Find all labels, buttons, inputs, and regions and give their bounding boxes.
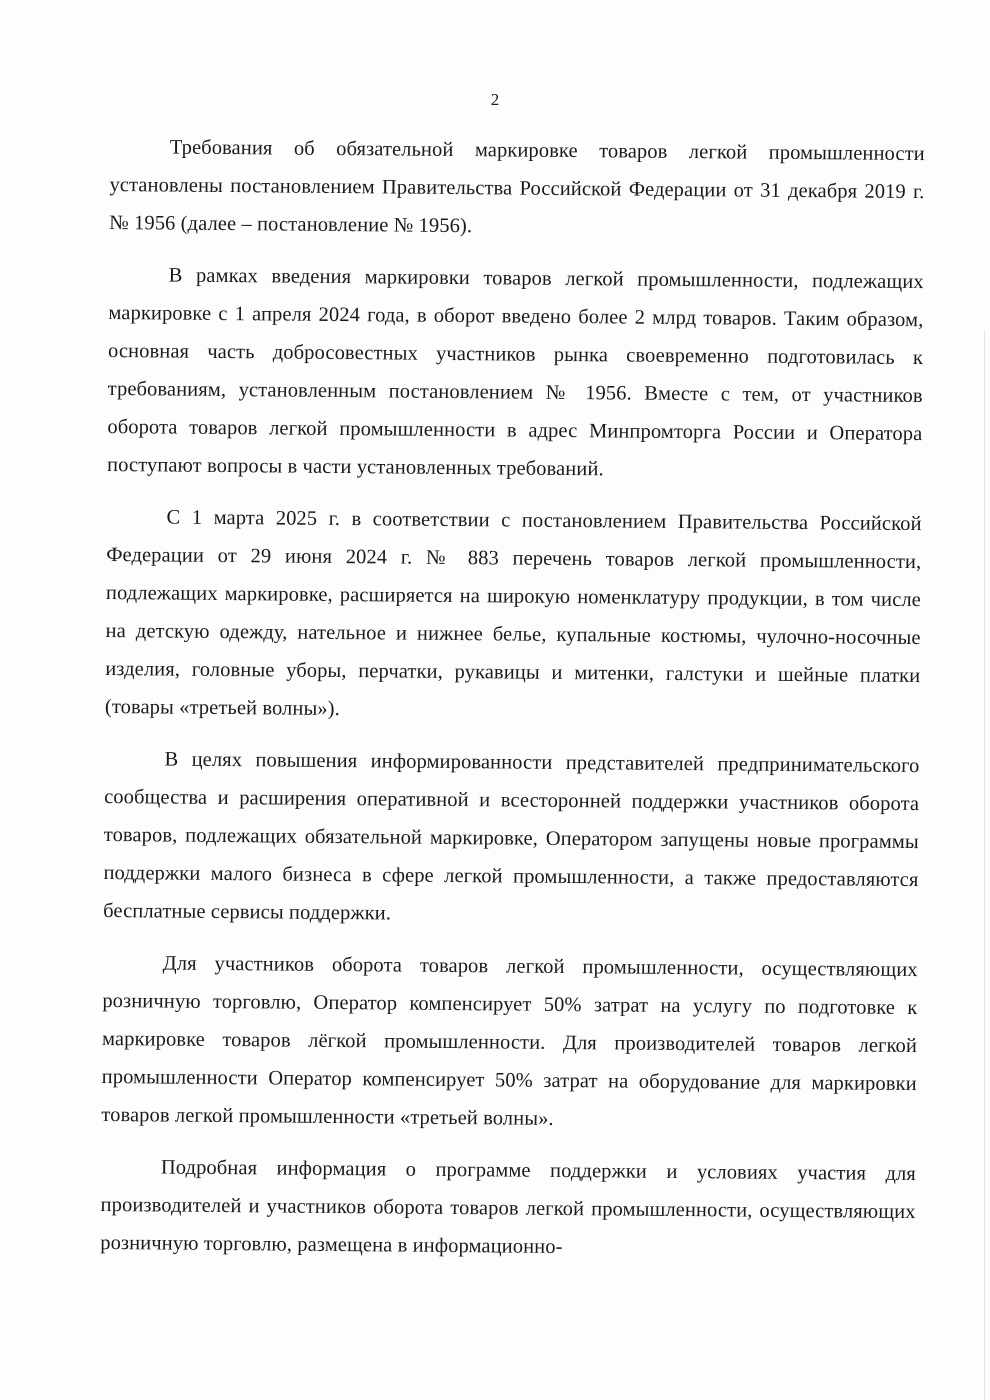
paragraph-third-wave-expansion: С 1 марта 2025 г. в соответствии с постановлением Правительства Российской Федерации от 29 июня 2024 г. № 883 перечень товаров легкой промышленности, подлежащих маркировке, расширяется на широкую номенклатуру продукции, в том числе на детскую одежду, нательное и нижнее белье, купальные костюмы, чулочно-носочные изделия, головные уборы, перчатки, рукавицы и митенки, галстуки и шейные платки (товары «третьей волны»).	[104, 506, 922, 721]
paragraph-cost-compensation: Для участников оборота товаров легкой промышленности, осуществляющих розничную торговлю, Оператор компенсирует 50% затрат на услугу по подготовке к маркировке товаров лёгкой промышленности. Для производителей товаров легкой промышленности Оператор компенсирует 50% затрат на оборудование для маркировки товаров легкой промышленности «третьей волны».	[101, 952, 918, 1130]
page-number: 2	[490, 90, 500, 109]
scan-edge-line	[984, 330, 985, 1400]
paragraph-support-programs: В целях повышения информированности представителей предпринимательского сообщества и расширения оперативной и всесторонней поддержки участников оборота товаров, подлежащих обязательной маркировке, Оператором запущены новые программы поддержки малого бизнеса в сфере легкой промышленности, а также предоставляются бесплатные сервисы поддержки.	[103, 748, 920, 925]
document-body	[100, 128, 925, 1283]
paragraph-detailed-information: Подробная информация о программе поддержки и условиях участия для производителей и участников оборота товаров легкой промышленности, осуществляющих розничную торговлю, размещена в информационно-	[100, 1156, 916, 1258]
paragraph-marking-requirements: Требования об обязательной маркировке товаров легкой промышленности установлены постановлением Правительства Российской Федерации от 31 декабря 2019 г. № 1956 (далее – постановление № 1956).	[109, 136, 925, 238]
paragraph-marking-introduction: В рамках введения маркировки товаров легкой промышленности, подлежащих маркировке с 1 апреля 2024 года, в оборот введено более 2 млрд товаров. Таким образом, основная часть добросовестных участников рынка своевременно подготовилась к требованиям, установленным постановлением № 1956. Вместе с тем, от участников оборота товаров легкой промышленности в адрес Минпромторга России и Оператора поступают вопросы в части установленных требований.	[106, 264, 924, 481]
